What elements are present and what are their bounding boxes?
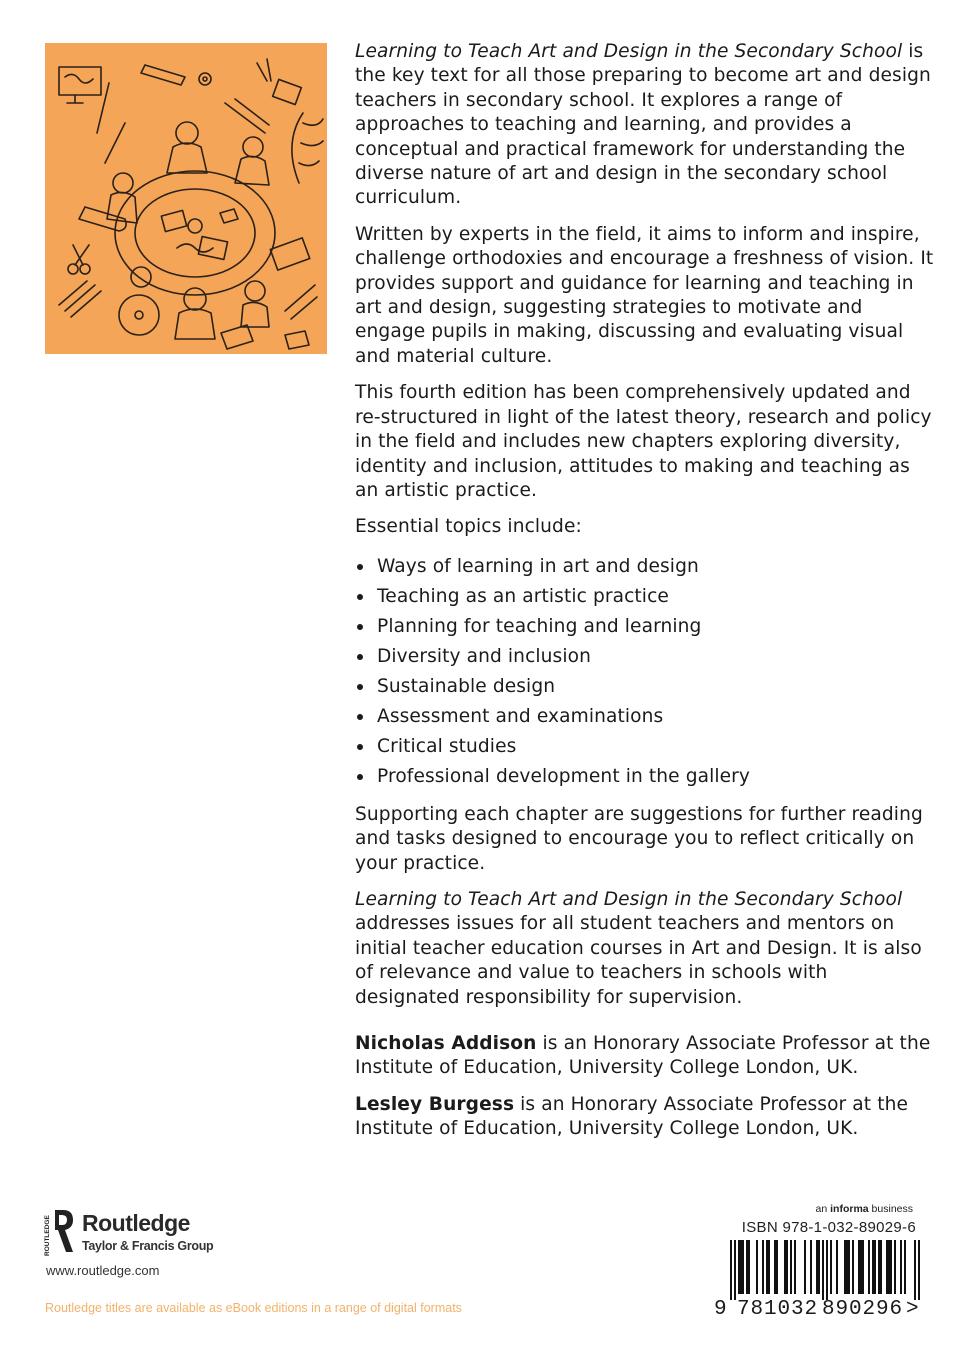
barcode-bar — [848, 1240, 850, 1294]
topic-item: Diversity and inclusion — [355, 642, 935, 672]
author-bio-text: is an Honorary Associate Professor at the Institute of Education, University College London, UK. — [355, 1093, 909, 1140]
barcode-bar — [830, 1240, 832, 1294]
author-bio-text: is an Honorary Associate Professor at the Institute of Education, University College London, UK. — [355, 1032, 931, 1079]
barcode-bar — [878, 1240, 880, 1294]
barcode-bar — [868, 1240, 870, 1294]
isbn-barcode — [712, 1240, 922, 1326]
barcode-bar — [774, 1240, 776, 1294]
topics-list — [355, 552, 935, 792]
barcode-bar — [872, 1240, 874, 1294]
topic-item: Sustainable design — [355, 672, 935, 702]
author-name: Lesley Burgess — [355, 1093, 515, 1115]
topic-item: Ways of learning in art and design — [355, 552, 935, 582]
barcode-bar — [748, 1240, 750, 1294]
routledge-r-icon — [44, 1208, 74, 1258]
barcode-digits — [712, 1298, 922, 1324]
publisher-group: Taylor & Francis Group — [82, 1239, 214, 1253]
barcode-bar — [742, 1240, 744, 1294]
barcode-bar — [816, 1240, 818, 1294]
isbn-label: ISBN 978-1-032-89029-6 — [741, 1219, 916, 1236]
svg-text:ROUTLEDGE: ROUTLEDGE — [44, 1215, 51, 1256]
author-bio — [355, 1032, 935, 1081]
barcode-bar — [904, 1240, 906, 1294]
edition-paragraph: This fourth edition has been comprehensively updated and re-structured in light of the latest theory, research and policy in the field and includes new chapters exploring diversity, identity and inclusion, attitudes to making and teaching as an artistic practice. — [355, 382, 932, 501]
barcode-bar — [836, 1240, 838, 1294]
barcode-bar — [894, 1240, 896, 1294]
book-title: Learning to Teach Art and Design in the Secondary School — [355, 888, 903, 910]
topic-item: Teaching as an artistic practice — [355, 582, 935, 612]
ebook-note: Routledge titles are available as eBook editions in a range of digital formats — [45, 1301, 462, 1315]
author-name: Nicholas Addison — [355, 1032, 537, 1054]
publisher-name: Routledge — [82, 1210, 190, 1236]
barcode-bar — [766, 1240, 768, 1294]
barcode-bar — [914, 1240, 916, 1300]
barcode-bar — [918, 1240, 920, 1300]
barcode-bar — [858, 1240, 860, 1294]
barcode-bar — [784, 1240, 786, 1294]
publisher-website[interactable]: www.routledge.com — [46, 1263, 160, 1278]
barcode-bar — [810, 1240, 812, 1294]
barcode-bar — [756, 1240, 758, 1294]
barcode-bar — [888, 1240, 890, 1294]
routledge-logo — [44, 1208, 264, 1258]
topic-item: Planning for teaching and learning — [355, 612, 935, 642]
barcode-bar — [790, 1240, 792, 1294]
barcode-bar — [746, 1240, 748, 1294]
barcode-bar — [822, 1240, 824, 1300]
topics-intro: Essential topics include: — [355, 516, 582, 538]
barcode-bar — [804, 1240, 806, 1294]
back-cover-text — [355, 40, 935, 1154]
informa-brand: informa — [830, 1203, 869, 1215]
audience-paragraph — [355, 888, 935, 1010]
barcode-first-digit: 9 — [714, 1298, 727, 1321]
barcode-bar — [900, 1240, 902, 1294]
barcode-bar — [826, 1240, 828, 1300]
barcode-bar — [794, 1240, 796, 1294]
book-title: Learning to Teach Art and Design in the Secondary School — [355, 41, 903, 62]
barcode-arrow: > — [906, 1298, 919, 1321]
intro-text: is the key text for all those preparing to become art and design teachers in secondary school. It explores a range of approaches to teaching and learning, and provides a conceptual and practical framework for understanding the diverse nature of art and design in the secondary school curriculum. — [355, 41, 931, 209]
cover-illustration — [45, 43, 327, 354]
barcode-bar — [844, 1240, 846, 1294]
barcode-bar — [862, 1240, 864, 1294]
barcode-bar — [860, 1240, 862, 1294]
barcode-bar — [890, 1240, 892, 1294]
barcode-bar — [768, 1240, 770, 1294]
barcode-bars — [730, 1240, 920, 1300]
barcode-right-digits: 890296 — [822, 1298, 904, 1321]
author-bio — [355, 1093, 935, 1142]
topic-item: Assessment and examinations — [355, 702, 935, 732]
barcode-bar — [818, 1240, 820, 1294]
barcode-bar — [740, 1240, 742, 1294]
barcode-bar — [852, 1240, 854, 1294]
barcode-bar — [734, 1240, 736, 1300]
supporting-paragraph: Supporting each chapter are suggestions for further reading and tasks designed to encourage you to reflect critically on your practice. — [355, 803, 923, 874]
barcode-bar — [738, 1240, 740, 1294]
barcode-bar — [730, 1240, 732, 1300]
art-classroom-illustration — [45, 43, 327, 354]
audience-text: addresses issues for all student teachers and mentors on initial teacher education courses in Art and Design. It is also of relevance and value to teachers in schools with designated responsibility for supervision. — [355, 913, 922, 1008]
barcode-bar — [776, 1240, 778, 1294]
barcode-bar — [880, 1240, 882, 1294]
topic-item: Critical studies — [355, 732, 935, 762]
barcode-bar — [786, 1240, 788, 1294]
barcode-bar — [846, 1240, 848, 1294]
topic-item: Professional development in the gallery — [355, 762, 935, 792]
barcode-bar — [886, 1240, 888, 1294]
barcode-bar — [874, 1240, 876, 1294]
intro-paragraph — [355, 40, 935, 211]
barcode-bar — [762, 1240, 764, 1294]
experts-paragraph: Written by experts in the field, it aims to inform and inspire, challenge orthodoxies and encourage a freshness of vision. It provides support and guidance for learning and teaching in art and design, suggesting strategies to motivate and engage pupils in making, discussing and evaluating visual and material culture. — [355, 223, 934, 367]
barcode-left-digits: 781032 — [737, 1298, 819, 1321]
informa-tagline: an informa business — [815, 1203, 913, 1215]
